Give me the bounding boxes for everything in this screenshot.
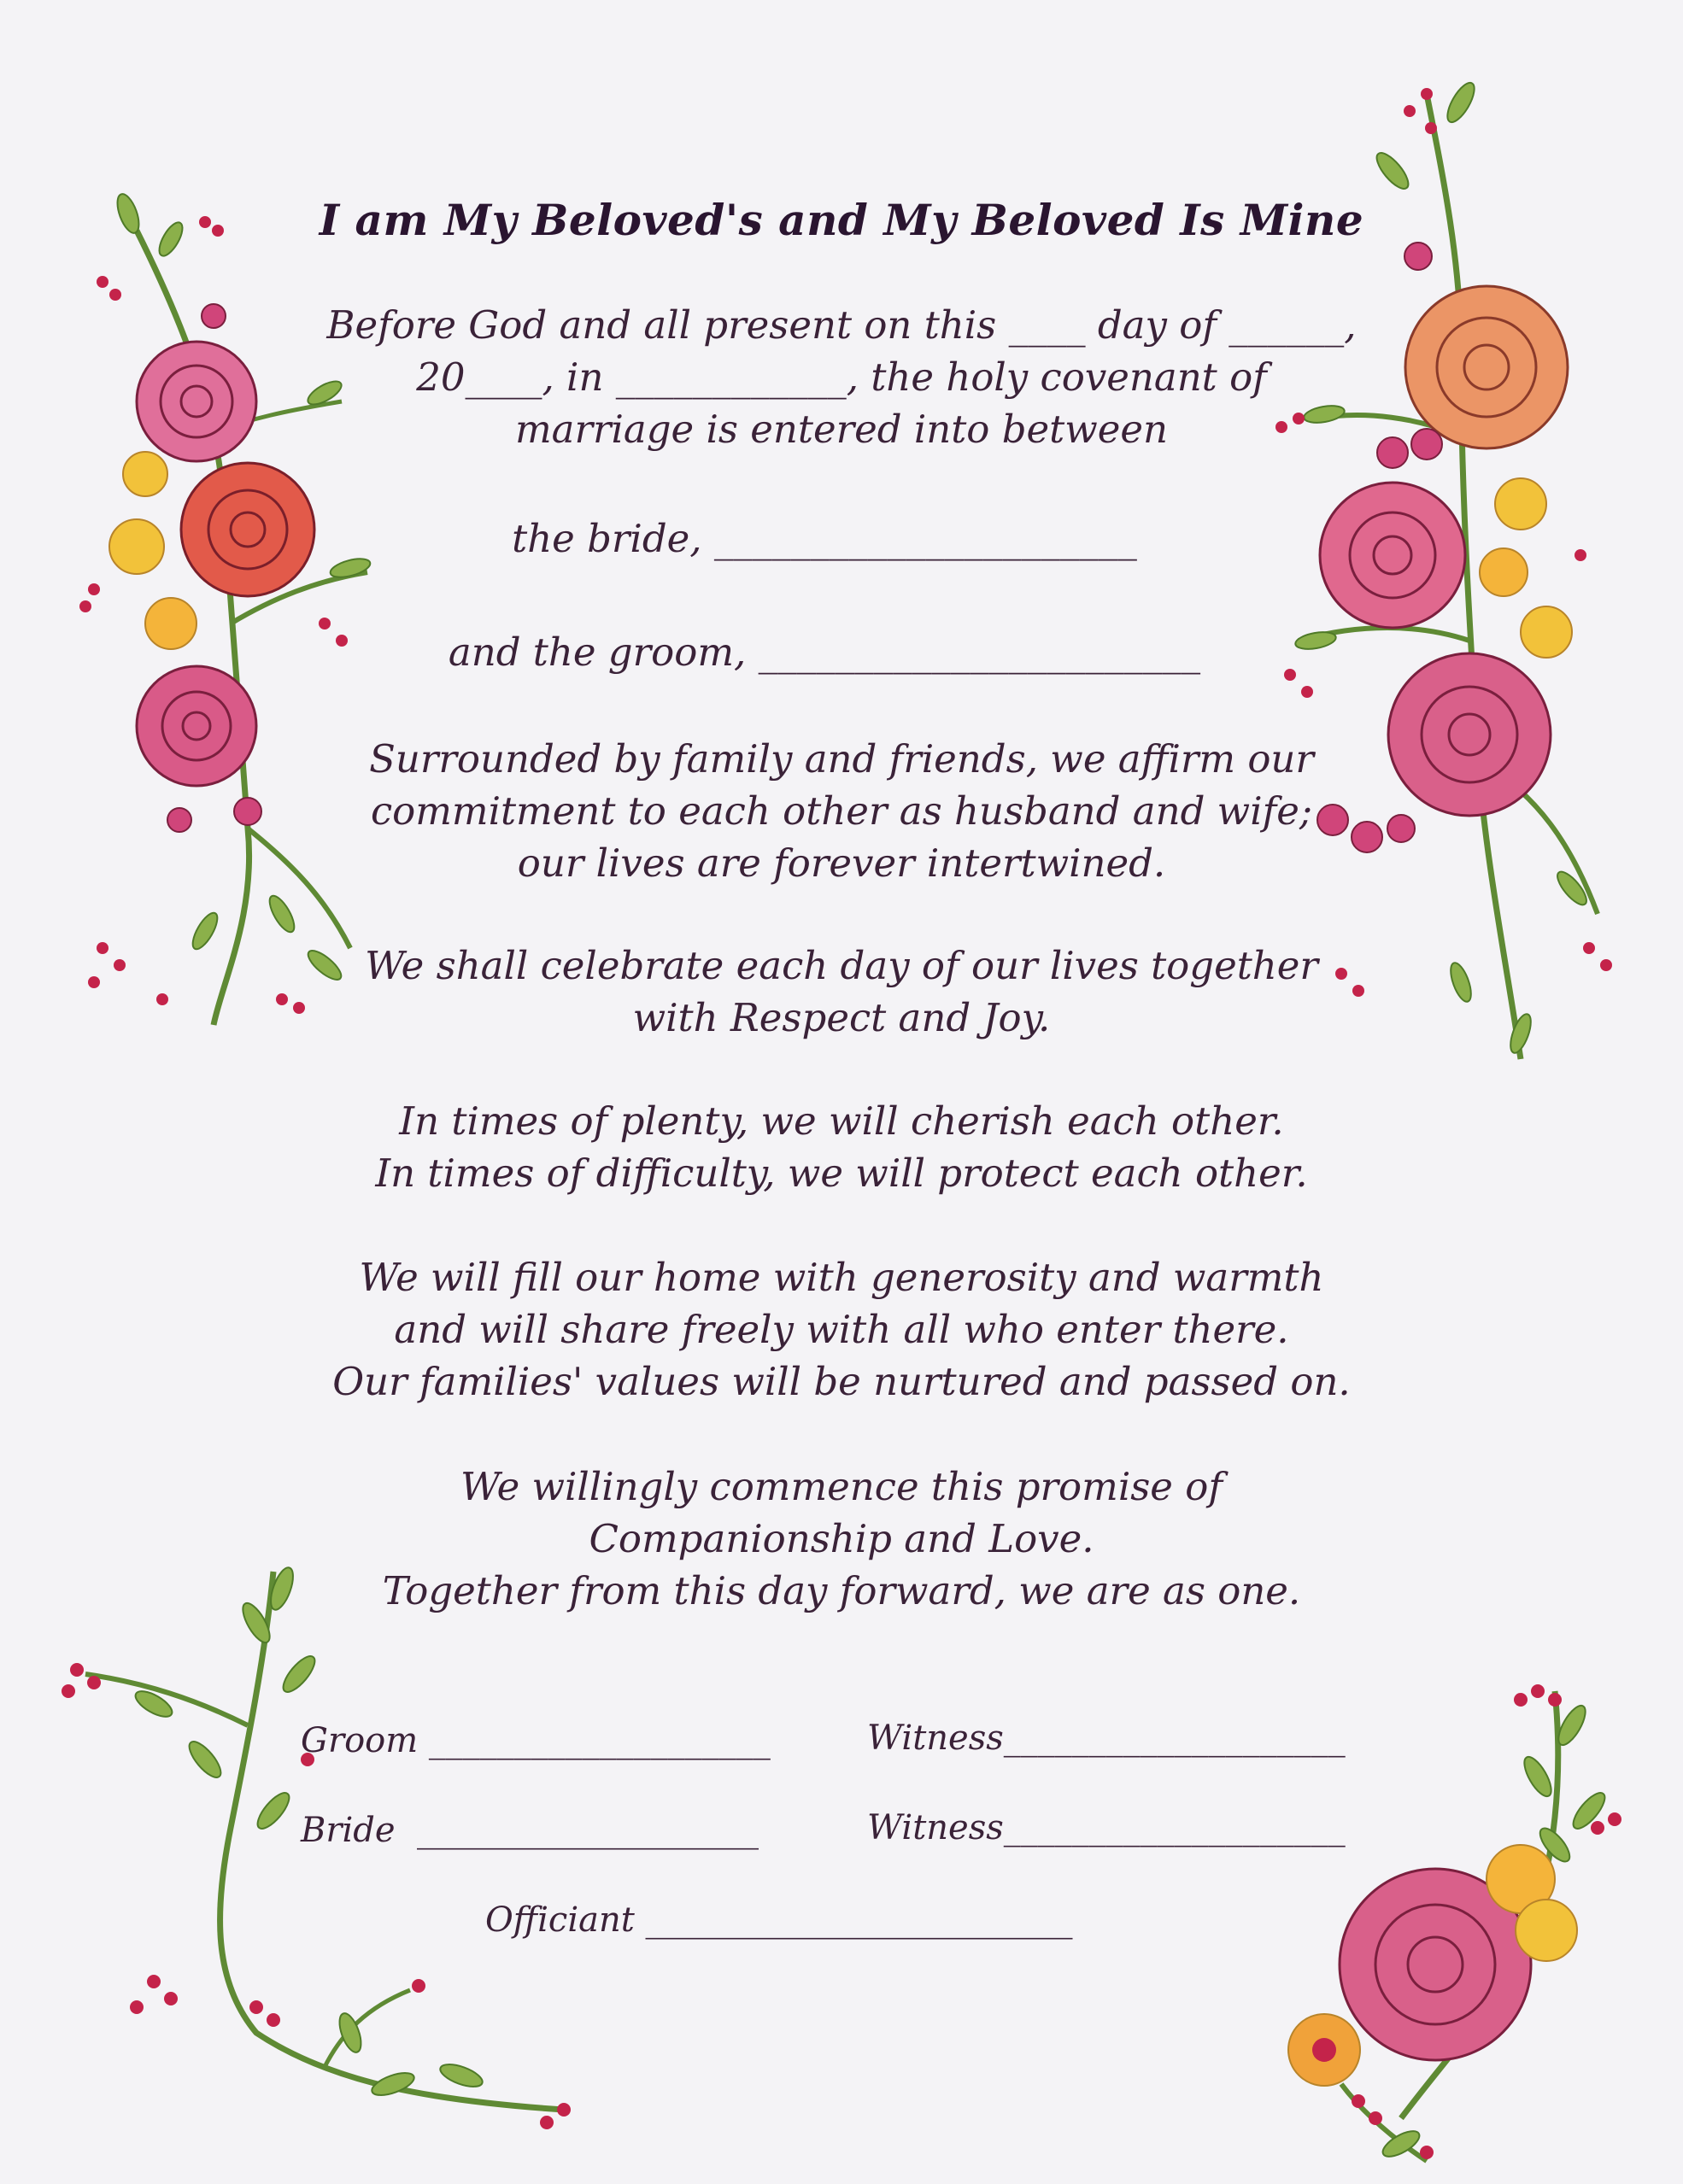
groom-line: and the groom, _______________________ [448, 629, 1201, 675]
witness-signature-line-1: Witness____________________ [867, 1719, 1346, 1758]
vow-line: In times of plenty, we will cherish each other. [399, 1098, 1284, 1144]
witness-signature-line-2: Witness____________________ [867, 1808, 1346, 1847]
intro-line-2: 20____, in ____________, the holy covenant of [416, 354, 1267, 400]
intro-line-3: marriage is entered into between [515, 407, 1168, 452]
vow-line: commitment to each other as husband and wife; [370, 788, 1313, 834]
groom-signature-line: Groom ____________________ [301, 1721, 771, 1760]
bride-signature-line: Bride ____________________ [301, 1811, 759, 1850]
vow-line: our lives are forever intertwined. [517, 840, 1166, 886]
vow-paragraph-3 [0, 1095, 1683, 1199]
vow-line: with Respect and Joy. [632, 995, 1051, 1040]
vow-paragraph-1 [0, 733, 1683, 889]
officiant-signature-line: Officiant _________________________ [485, 1900, 1073, 1940]
bride-line: the bride, ______________________ [512, 516, 1137, 561]
vow-line: Together from this day forward, we are as one. [382, 1568, 1301, 1613]
vow-paragraph-5 [0, 1461, 1683, 1617]
vow-line: We shall celebrate each day of our lives together [365, 943, 1318, 988]
intro-paragraph [0, 299, 1683, 455]
vow-line: and will share freely with all who enter there. [394, 1307, 1289, 1352]
vow-line: Our families' values will be nurtured and passed on. [332, 1359, 1351, 1404]
intro-line-1: Before God and all present on this ____ day of ______, [326, 302, 1357, 348]
certificate-title: I am My Beloved's and My Beloved Is Mine [319, 195, 1364, 245]
vow-line: Companionship and Love. [589, 1516, 1094, 1561]
vow-line: We will fill our home with generosity and warmth [359, 1255, 1324, 1300]
vow-line: Surrounded by family and friends, we affirm our [369, 736, 1314, 782]
vow-paragraph-4 [0, 1251, 1683, 1408]
vow-line: In times of difficulty, we will protect each other. [375, 1151, 1308, 1196]
vow-paragraph-2 [0, 940, 1683, 1044]
vow-line: We willingly commence this promise of [460, 1464, 1223, 1509]
